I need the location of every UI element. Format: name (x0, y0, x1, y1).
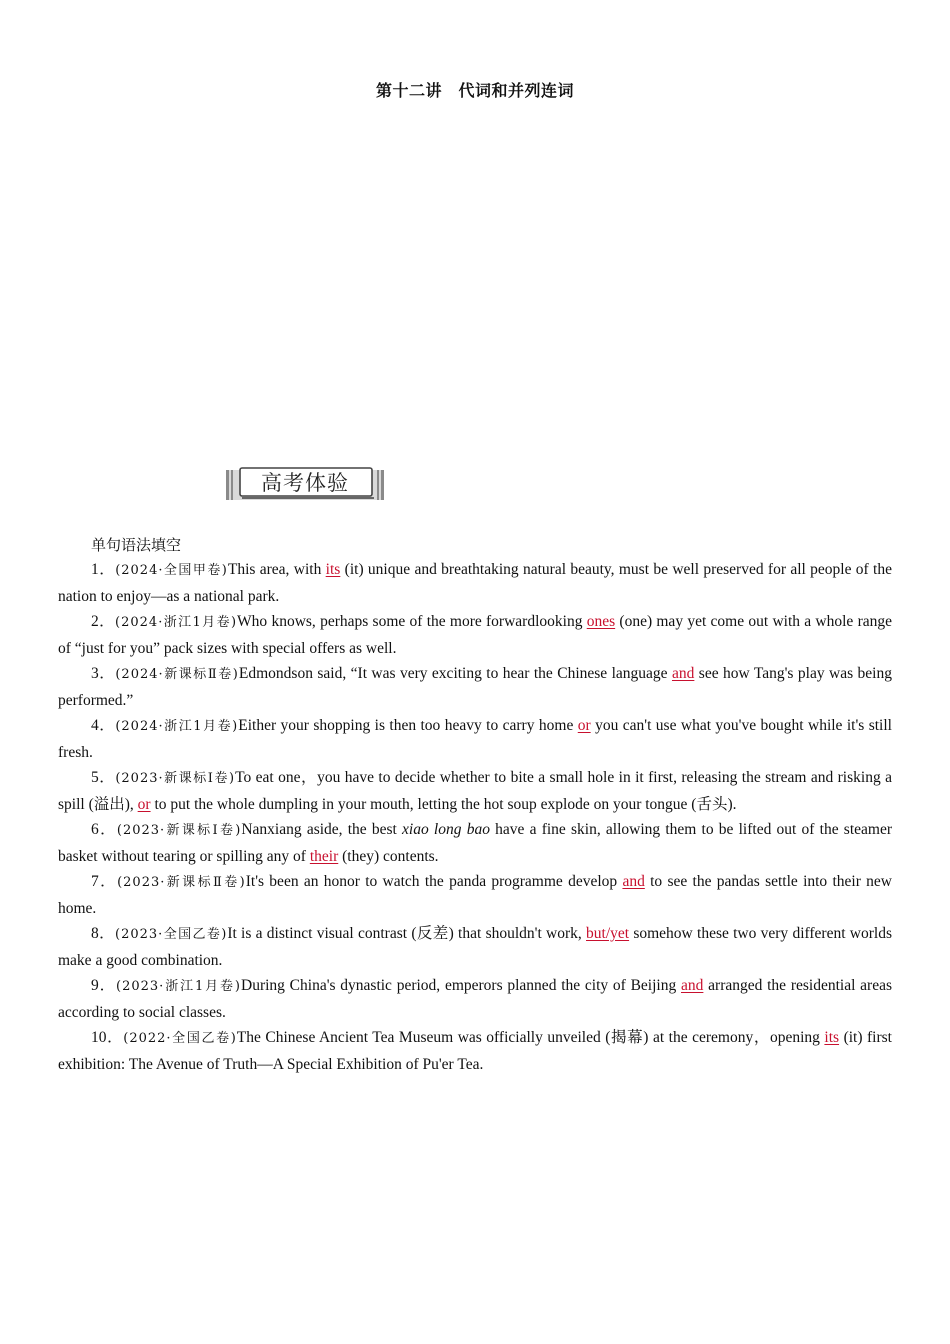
question-list (58, 557, 892, 1077)
answer-blank: and (681, 977, 704, 994)
question-source: (2022·全国乙卷) (123, 1031, 237, 1046)
question-item: 8．(2023·全国乙卷)It is a distinct visual contrast (反差) that shouldn't work, but/yet somehow these two very different worlds make a good combination. (58, 925, 892, 969)
section-heading: 单句语法填空 (91, 536, 182, 554)
answer-blank: and (671, 665, 695, 682)
question-item: 9．(2023·浙江1月卷)During China's dynastic period, emperors planned the city of Beijing and arranged the residential areas according to social classes. (58, 977, 892, 1021)
answer-blank: or (137, 795, 151, 813)
question-source: (2023·新课标Ⅰ卷) (116, 823, 242, 838)
answer-blank: but/yet (586, 925, 630, 942)
question-item: 10．(2022·全国乙卷)The Chinese Ancient Tea Museum was officially unveiled (揭幕) at the ceremony，opening its (it) first exhibition: The Avenue of Truth—A Special Exhibition of Pu'er Tea. (58, 1029, 892, 1073)
question-source: (2024·浙江1月卷) (115, 719, 239, 734)
page-title: 第十二讲 代词和并列连词 (375, 81, 574, 100)
section-banner (226, 467, 384, 501)
question-source: (2024·新课标Ⅱ卷) (115, 667, 239, 682)
answer-blank: or (577, 717, 591, 734)
question-source: (2023·全国乙卷) (115, 927, 228, 942)
question-item: 7．(2023·新课标Ⅱ卷)It's been an honor to watch the panda programme develop and to see the pandas settle into their new home. (58, 873, 892, 917)
banner-label: 高考体验 (261, 471, 349, 495)
question-item: 4．(2024·浙江1月卷)Either your shopping is then too heavy to carry home or you can't use what you've bought while it's still fresh. (58, 717, 892, 761)
question-item: 5．(2023·新课标Ⅰ卷)To eat one，you have to decide whether to bite a small hole in it first, releasing the stream and risking a spill (溢出), or to put the whole dumpling in your mouth, letting the hot soup explode on your tongue (舌头). (58, 769, 892, 813)
answer-blank: ones (586, 613, 616, 630)
question-item: 3．(2024·新课标Ⅱ卷)Edmondson said, “It was very exciting to hear the Chinese language and see how Tang's play was being performed.” (58, 665, 892, 709)
question-source: (2023·浙江1月卷) (116, 979, 241, 994)
question-source: (2024·浙江1月卷) (115, 615, 238, 630)
question-item: 2．(2024·浙江1月卷)Who knows, perhaps some of the more forwardlooking ones (one) may yet come out with a whole range of “just for you” pack sizes with special offers as well. (58, 613, 892, 657)
question-source: (2023·新课标Ⅱ卷) (117, 875, 246, 890)
answer-blank: its (325, 561, 341, 578)
answer-blank: their (309, 847, 339, 865)
answer-blank: its (824, 1029, 840, 1046)
question-item: 6．(2023·新课标Ⅰ卷)Nanxiang aside, the best xiao long bao have a fine skin, allowing them to be lifted out of the steamer basket without tearing or spilling any of their (they) contents. (58, 821, 892, 865)
question-source: (2024·全国甲卷) (115, 563, 228, 578)
answer-blank: and (622, 873, 645, 890)
question-item: 1．(2024·全国甲卷)This area, with its (it) unique and breathtaking natural beauty, must be well preserved for all people of the nation to enjoy—as a national park. (58, 561, 892, 605)
question-source: (2023·新课标Ⅰ卷) (115, 771, 236, 786)
